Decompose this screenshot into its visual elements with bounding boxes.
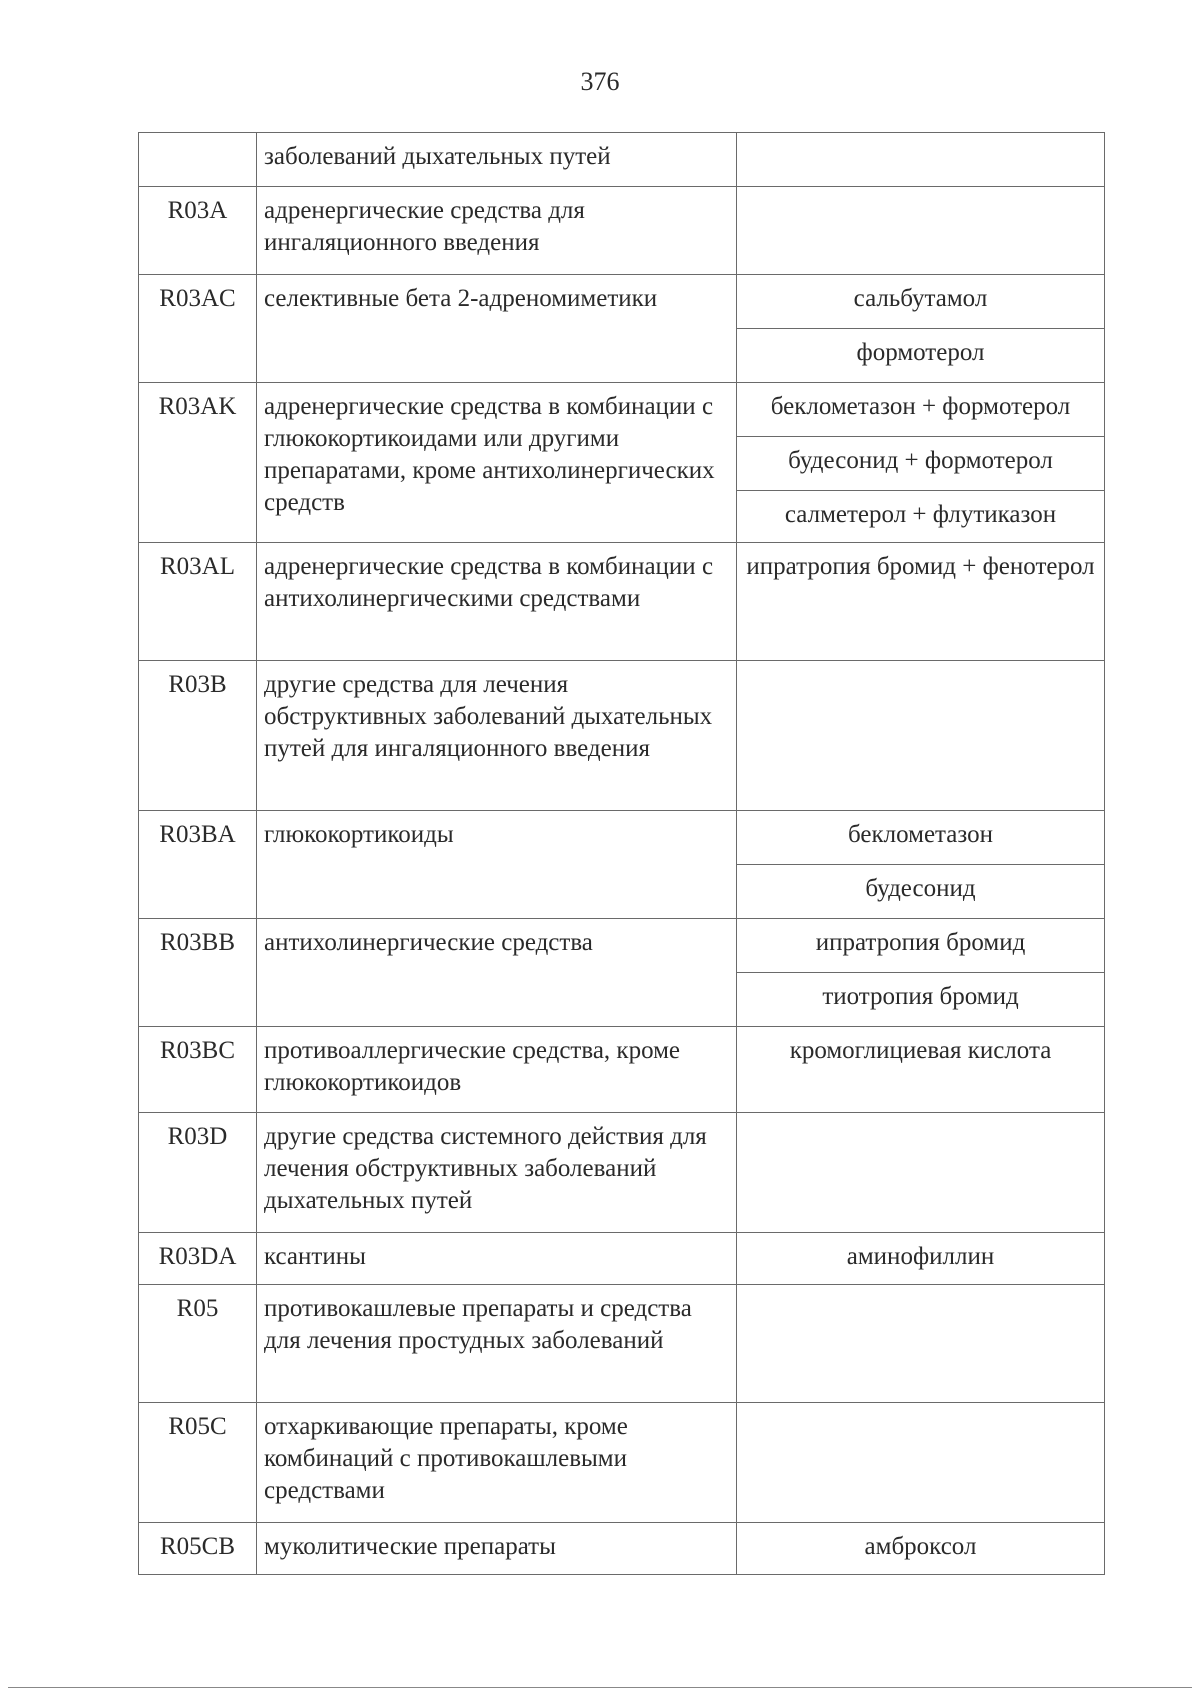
table-row (139, 187, 1105, 275)
table-row (139, 1027, 1105, 1113)
drug-name-cell (737, 1403, 1105, 1523)
table-row (139, 919, 1105, 973)
atc-description-cell: антихолинергические средства (257, 919, 737, 1027)
atc-description-cell: селективные бета 2-адреномиметики (257, 275, 737, 383)
drug-name-cell: аминофиллин (737, 1233, 1105, 1285)
atc-code-cell: R03B (139, 661, 257, 811)
atc-drug-table (138, 132, 1105, 1575)
drug-name-cell: кромоглициевая кислота (737, 1027, 1105, 1113)
drug-name-cell: салметерол + флутиказон (737, 491, 1105, 543)
drug-name-cell: ипратропия бромид (737, 919, 1105, 973)
table-row (139, 275, 1105, 329)
atc-code-cell: R03A (139, 187, 257, 275)
table-row (139, 661, 1105, 811)
atc-description-cell: адренергические средства в комбинации с глюкокортикоидами или другими препаратами, кроме антихолинергических средств (257, 383, 737, 543)
atc-code-cell: R03AC (139, 275, 257, 383)
scan-bottom-edge (8, 1687, 1192, 1688)
drug-name-cell: тиотропия бромид (737, 973, 1105, 1027)
table-row (139, 811, 1105, 865)
drug-name-cell: беклометазон + формотерол (737, 383, 1105, 437)
atc-code-cell: R03BA (139, 811, 257, 919)
table-row (139, 543, 1105, 661)
atc-description-cell: другие средства для лечения обструктивных заболеваний дыхательных путей для ингаляционного введения (257, 661, 737, 811)
atc-description-cell: заболеваний дыхательных путей (257, 133, 737, 187)
drug-name-cell: ипратропия бромид + фенотерол (737, 543, 1105, 661)
atc-code-cell: R03DA (139, 1233, 257, 1285)
table-row (139, 1233, 1105, 1285)
atc-code-cell: R05 (139, 1285, 257, 1403)
atc-code-cell: R03D (139, 1113, 257, 1233)
atc-description-cell: ксантины (257, 1233, 737, 1285)
atc-description-cell: адренергические средства для ингаляционного введения (257, 187, 737, 275)
atc-code-cell: R05CB (139, 1523, 257, 1575)
table-row (139, 1523, 1105, 1575)
drug-name-cell: сальбутамол (737, 275, 1105, 329)
table-row (139, 1403, 1105, 1523)
atc-description-cell: глюкокортикоиды (257, 811, 737, 919)
drug-name-cell: беклометазон (737, 811, 1105, 865)
atc-description-cell: противоаллергические средства, кроме глюкокортикоидов (257, 1027, 737, 1113)
drug-name-cell (737, 1113, 1105, 1233)
table-row (139, 1285, 1105, 1403)
page-number: 376 (580, 67, 620, 96)
atc-table-body (139, 133, 1105, 1575)
atc-code-cell (139, 133, 257, 187)
atc-code-cell: R03AL (139, 543, 257, 661)
drug-name-cell (737, 133, 1105, 187)
atc-description-cell: отхаркивающие препараты, кроме комбинаций с противокашлевыми средствами (257, 1403, 737, 1523)
drug-name-cell: будесонид + формотерол (737, 437, 1105, 491)
drug-name-cell (737, 1285, 1105, 1403)
atc-description-cell: противокашлевые препараты и средства для лечения простудных заболеваний (257, 1285, 737, 1403)
atc-code-cell: R03AK (139, 383, 257, 543)
atc-description-cell: адренергические средства в комбинации с антихолинергическими средствами (257, 543, 737, 661)
table-row (139, 1113, 1105, 1233)
table-row (139, 133, 1105, 187)
drug-name-cell: будесонид (737, 865, 1105, 919)
atc-description-cell: муколитические препараты (257, 1523, 737, 1575)
atc-code-cell: R03BC (139, 1027, 257, 1113)
drug-name-cell: формотерол (737, 329, 1105, 383)
table-row (139, 383, 1105, 437)
drug-name-cell: амброксол (737, 1523, 1105, 1575)
drug-name-cell (737, 661, 1105, 811)
drug-name-cell (737, 187, 1105, 275)
atc-code-cell: R03BB (139, 919, 257, 1027)
atc-code-cell: R05C (139, 1403, 257, 1523)
atc-description-cell: другие средства системного действия для лечения обструктивных заболеваний дыхательных путей (257, 1113, 737, 1233)
